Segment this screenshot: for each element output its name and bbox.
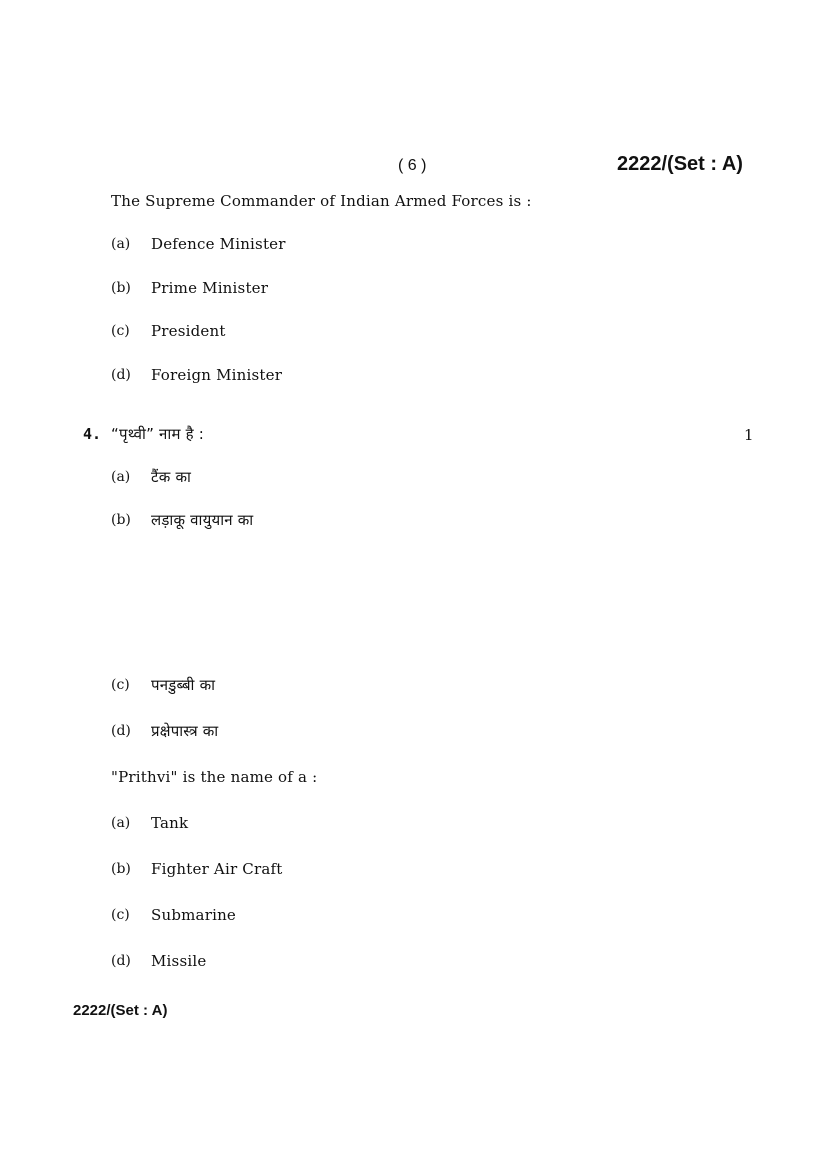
q4-hindi-option-b-label: (b) xyxy=(111,512,131,528)
set-code-header: 2222/(Set : A) xyxy=(617,153,743,175)
q4-english-option-a-label: (a) xyxy=(111,815,131,831)
q4-hindi-option-a-text: टैंक का xyxy=(151,468,192,486)
q4-hindi-option-d-text: प्रक्षेपास्त्र का xyxy=(151,722,219,740)
question-3-english-stem: The Supreme Commander of Indian Armed Forces is : xyxy=(111,192,532,210)
q3-option-a-label: (a) xyxy=(111,236,131,252)
q4-english-option-a-text: Tank xyxy=(151,814,189,832)
q3-option-a-text: Defence Minister xyxy=(151,235,286,253)
q4-hindi-option-a-label: (a) xyxy=(111,469,131,485)
q3-option-d-text: Foreign Minister xyxy=(151,366,283,384)
q3-option-d-label: (d) xyxy=(111,367,131,383)
q4-english-option-c-text: Submarine xyxy=(151,906,237,924)
q4-english-option-d-text: Missile xyxy=(151,952,207,970)
page-number: ( 6 ) xyxy=(398,157,427,174)
question-4-hindi-stem: “पृथ्वी” नाम है : xyxy=(111,425,204,443)
q4-english-option-b-label: (b) xyxy=(111,861,131,877)
set-code-footer: 2222/(Set : A) xyxy=(73,1002,168,1019)
q3-option-c-label: (c) xyxy=(111,323,130,339)
question-4-marks: 1 xyxy=(744,426,754,444)
q4-english-option-b-text: Fighter Air Craft xyxy=(151,860,283,878)
q3-option-c-text: President xyxy=(151,322,226,340)
q4-hindi-option-c-text: पनडुब्बी का xyxy=(151,676,216,694)
question-4-number: 4. xyxy=(83,425,102,443)
q4-hindi-option-c-label: (c) xyxy=(111,677,130,693)
q3-option-b-text: Prime Minister xyxy=(151,279,269,297)
q4-english-option-c-label: (c) xyxy=(111,907,130,923)
q4-hindi-option-b-text: लड़ाकू वायुयान का xyxy=(151,511,254,529)
q4-english-option-d-label: (d) xyxy=(111,953,131,969)
q3-option-b-label: (b) xyxy=(111,280,131,296)
q4-hindi-option-d-label: (d) xyxy=(111,723,131,739)
question-4-english-stem: "Prithvi" is the name of a : xyxy=(111,768,318,786)
